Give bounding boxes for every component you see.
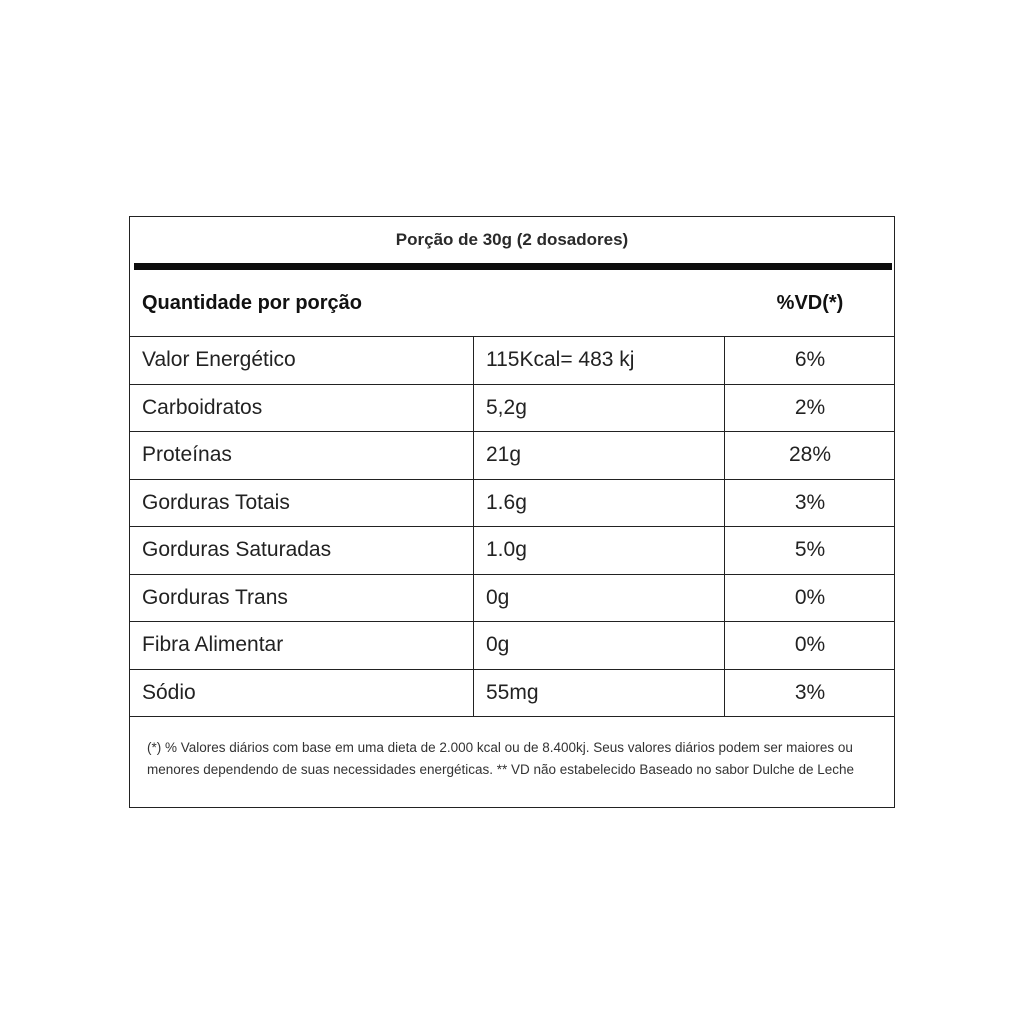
nutrient-rows [130, 337, 894, 717]
nutrient-amount: 55mg [473, 670, 724, 717]
nutrient-name: Valor Energético [142, 348, 296, 372]
table-row [130, 480, 894, 528]
nutrient-name: Gorduras Totais [142, 490, 290, 514]
nutrient-vd: 6% [724, 337, 895, 384]
table-row [130, 432, 894, 480]
nutrient-amount: 115Kcal= 483 kj [473, 337, 724, 384]
nutrient-amount: 1.0g [473, 527, 724, 574]
nutrient-vd: 2% [724, 385, 895, 432]
nutrient-amount: 0g [473, 622, 724, 669]
nutrient-name: Gorduras Trans [142, 585, 288, 609]
nutrient-vd: 28% [724, 432, 895, 479]
nutrient-vd: 0% [724, 575, 895, 622]
table-row [130, 670, 894, 718]
nutrient-amount: 21g [473, 432, 724, 479]
nutrient-amount: 0g [473, 575, 724, 622]
table-header [130, 270, 894, 337]
nutrient-vd: 3% [724, 670, 895, 717]
nutrient-vd: 3% [724, 480, 895, 527]
divider-bar [134, 263, 892, 270]
nutrient-name: Fibra Alimentar [142, 633, 284, 657]
nutrient-vd: 0% [724, 622, 895, 669]
nutrient-vd: 5% [724, 527, 895, 574]
nutrient-name: Sódio [142, 680, 196, 704]
table-row [130, 527, 894, 575]
table-row [130, 337, 894, 385]
table-row [130, 385, 894, 433]
table-row [130, 622, 894, 670]
table-row [130, 575, 894, 623]
nutrient-amount: 1.6g [473, 480, 724, 527]
nutrient-amount: 5,2g [473, 385, 724, 432]
nutrient-name: Gorduras Saturadas [142, 538, 332, 562]
portion-size: Porção de 30g (2 dosadores) [395, 230, 629, 249]
footnote: (*) % Valores diários com base em uma dieta de 2.000 kcal ou de 8.400kj. Seus valores diários podem ser maiores ou menores dependendo de suas necessidades energéticas. ** VD não estabelecido Baseado no sabor Dulche de Leche [147, 740, 854, 777]
nutrient-name: Carboidratos [142, 395, 263, 419]
quantity-header: Quantidade por porção [142, 291, 363, 314]
nutrient-name: Proteínas [142, 443, 232, 467]
nutrition-facts-table [129, 216, 895, 808]
vd-header: %VD(*) [776, 291, 844, 314]
